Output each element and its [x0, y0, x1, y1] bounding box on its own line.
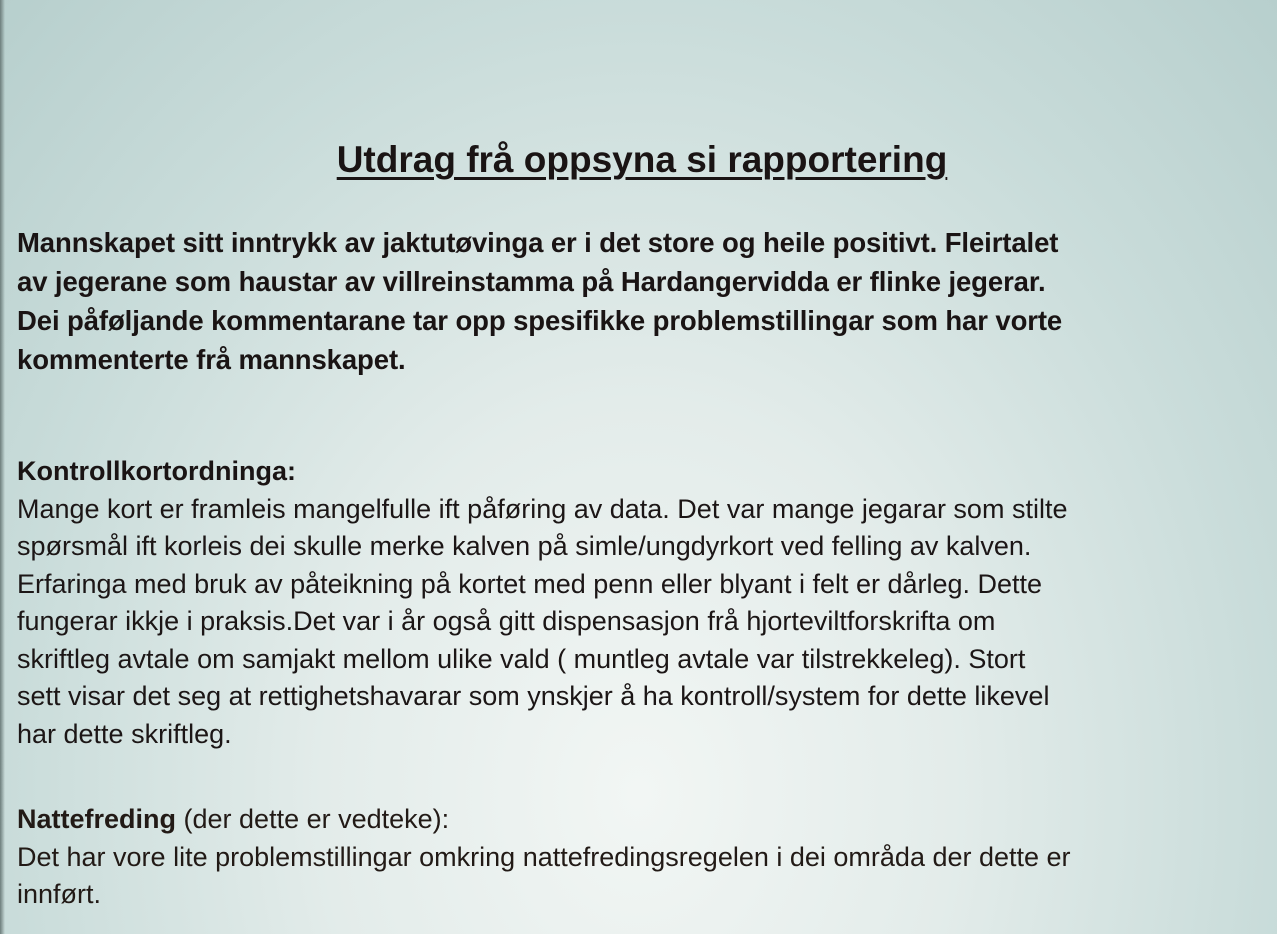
section-body [17, 839, 1272, 914]
intro-line: kommenterte frå mannskapet. [17, 344, 406, 375]
section-heading-note: (der dette er vedteke): [176, 804, 450, 834]
body-line: innført. [17, 879, 102, 909]
section-heading: Nattefreding [17, 804, 177, 834]
body-line: fungerar ikkje i praksis.Det var i år også gitt dispensasjon frå hjorteviltforskrifta om [17, 606, 996, 636]
intro-line: av jegerane som haustar av villreinstamma på Hardangervidda er flinke jegerar. [17, 266, 1046, 297]
body-line: sett visar det seg at rettighetshavarar som ynskjer å ha kontroll/system for dette likevel [17, 681, 1050, 711]
intro-line: Dei påføljande kommentarane tar opp spesifikke problemstillingar som har vorte [17, 305, 1063, 336]
page-title: Utdrag frå oppsyna si rapportering [336, 139, 948, 180]
body-line: har dette skriftleg. [17, 718, 232, 749]
section-heading-line [17, 801, 1272, 839]
body-line: Mange kort er framleis mangelfulle ift påføring av data. Det var mange jegarar som stilte [17, 493, 1068, 524]
body-line: skriftleg avtale om samjakt mellom ulike vald ( muntleg avtale var tilstrekkeleg). Stort [17, 643, 1026, 674]
section-nattefreding [17, 801, 1272, 914]
intro-paragraph [17, 223, 1267, 379]
section-kontrollkort [17, 453, 1272, 753]
section-heading: Kontrollkortordninga: [17, 456, 296, 486]
body-line: spørsmål ift korleis dei skulle merke kalven på simle/ungdyrkort ved felling av kalven. [17, 531, 1032, 561]
section-body [17, 491, 1272, 754]
intro-line: Mannskapet sitt inntrykk av jaktutøvinga er i det store og heile positivt. Fleirtalet [17, 227, 1059, 258]
body-line: Det har vore lite problemstillingar omkring nattefredingsregelen i dei områda der dette er [17, 841, 1071, 872]
body-line: Erfaringa med bruk av påteikning på kortet med penn eller blyant i felt er dårleg. Dette [17, 568, 1043, 599]
section-heading-line [17, 453, 1272, 491]
